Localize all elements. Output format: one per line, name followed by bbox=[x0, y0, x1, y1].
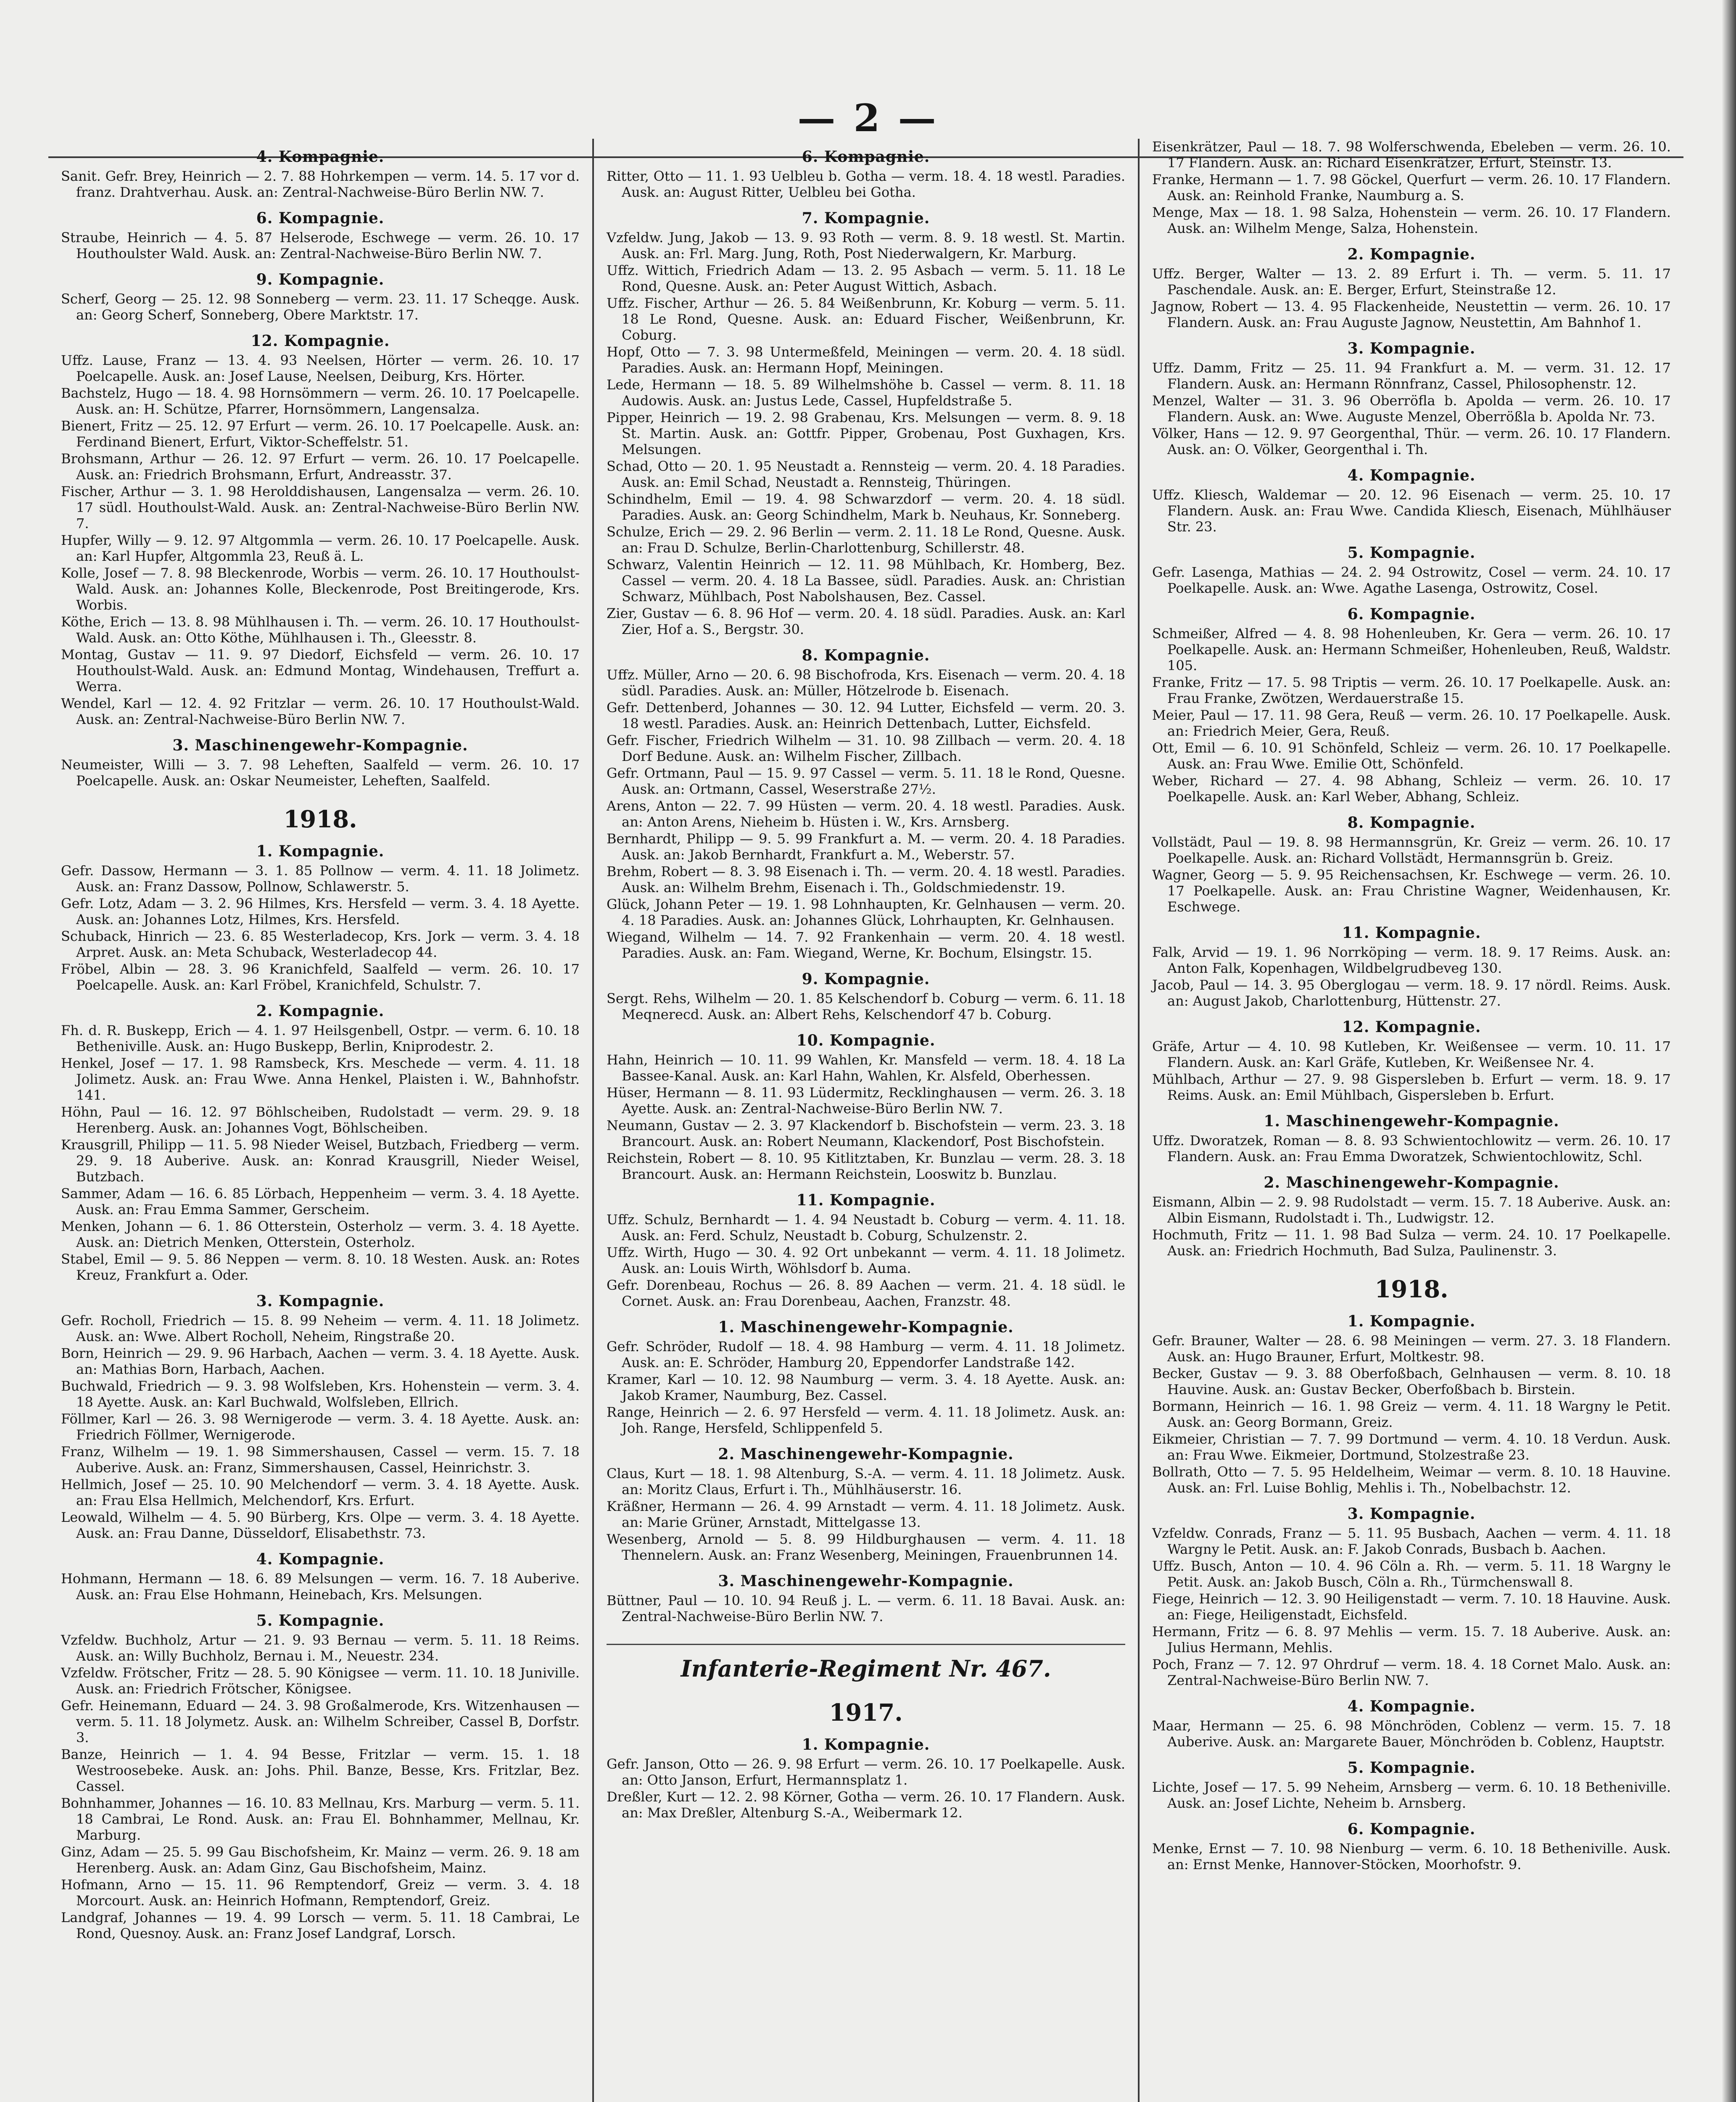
company-heading: 3. Kompagnie. bbox=[256, 1292, 385, 1310]
company-heading: 9. Kompagnie. bbox=[256, 271, 385, 288]
company-heading: 6. Kompagnie. bbox=[1347, 605, 1476, 623]
company-heading: 9. Kompagnie. bbox=[802, 970, 930, 988]
casualty-entry: Brehm, Robert — 8. 3. 98 Eisenach i. Th. — verm. 20. 4. 18 westl. Paradies. Ausk. an: Wilhelm Brehm, Eisenach i. Th., Goldschmiedenstr. 19. bbox=[607, 864, 1125, 895]
company-heading: 8. Kompagnie. bbox=[1347, 814, 1476, 832]
company-heading: 2. Kompagnie. bbox=[1347, 246, 1476, 263]
casualty-entry: Fiege, Heinrich — 12. 3. 90 Heiligenstadt — verm. 7. 10. 18 Hauvine. Ausk. an: Fiege, Heiligenstadt, Eichsfeld. bbox=[1152, 1591, 1671, 1623]
casualty-entry: Uffz. Schulz, Bernhardt — 1. 4. 94 Neustadt b. Coburg — verm. 4. 11. 18. Ausk. an: Ferd. Schulz, Neustadt b. Coburg, Schulzenstr. 2. bbox=[607, 1212, 1125, 1244]
casualty-entry: Wendel, Karl — 12. 4. 92 Fritzlar — verm. 26. 10. 17 Houthoulst-Wald. Ausk. an: Zentral-Nachweise-Büro Berlin NW. 7. bbox=[61, 695, 580, 727]
company-heading: 5. Kompagnie. bbox=[1347, 544, 1476, 562]
company-heading: 3. Maschinengewehr-Kompagnie. bbox=[718, 1572, 1014, 1590]
casualty-entry: Hermann, Fritz — 6. 8. 97 Mehlis — verm. 15. 7. 18 Auberive. Ausk. an: Julius Hermann, Mehlis. bbox=[1152, 1624, 1671, 1656]
company-heading: 4. Kompagnie. bbox=[1347, 467, 1476, 484]
company-heading: 6. Kompagnie. bbox=[802, 148, 930, 166]
casualty-entry: Landgraf, Johannes — 19. 4. 99 Lorsch — verm. 5. 11. 18 Cambrai, Le Rond, Quesnoy. Ausk. an: Franz Josef Landgraf, Lorsch. bbox=[61, 1909, 580, 1941]
casualty-entry: Gräfe, Artur — 4. 10. 98 Kutleben, Kr. Weißensee — verm. 10. 11. 17 Flandern. Ausk. an: Karl Gräfe, Kutleben, Kr. Weißensee Nr. 4. bbox=[1152, 1038, 1671, 1070]
company-heading: 4. Kompagnie. bbox=[256, 1550, 385, 1568]
casualty-entry: Büttner, Paul — 10. 10. 94 Reuß j. L. — verm. 6. 11. 18 Bavai. Ausk. an: Zentral-Nachweise-Büro Berlin NW. 7. bbox=[607, 1592, 1125, 1624]
casualty-entry: Born, Heinrich — 29. 9. 96 Harbach, Aachen — verm. 3. 4. 18 Ayette. Ausk. an: Mathias Born, Harbach, Aachen. bbox=[61, 1345, 580, 1377]
casualty-entry: Eismann, Albin — 2. 9. 98 Rudolstadt — verm. 15. 7. 18 Auberive. Ausk. an: Albin Eismann, Rudolstadt i. Th., Ludwigstr. 12. bbox=[1152, 1194, 1671, 1226]
scan-right-edge bbox=[1722, 0, 1736, 2102]
casualty-entry: Wesenberg, Arnold — 5. 8. 99 Hildburghausen — verm. 4. 11. 18 Thennelern. Ausk. an: Franz Wesenberg, Meiningen, Frauenbrunnen 14. bbox=[607, 1531, 1125, 1563]
casualty-entry: Gefr. Fischer, Friedrich Wilhelm — 31. 10. 98 Zillbach — verm. 20. 4. 18 Dorf Bedune. Ausk. an: Wilhelm Fischer, Zillbach. bbox=[607, 732, 1125, 764]
casualty-entry: Schad, Otto — 20. 1. 95 Neustadt a. Rennsteig — verm. 20. 4. 18 Paradies. Ausk. an: Emil Schad, Neustadt a. Rennsteig, Thüringen. bbox=[607, 458, 1125, 490]
casualty-entry: Jagnow, Robert — 13. 4. 95 Flackenheide, Neustettin — verm. 26. 10. 17 Flandern. Ausk. an: Frau Auguste Jagnow, Neustettin, Am Bahnhof 1. bbox=[1152, 298, 1671, 330]
casualty-entry: Bohnhammer, Johannes — 16. 10. 83 Mellnau, Krs. Marburg — verm. 5. 11. 18 Cambrai, Le Rond. Ausk. an: Frau El. Bohnhammer, Mellnau, Kr. Marburg. bbox=[61, 1795, 580, 1843]
casualty-entry: Sergt. Rehs, Wilhelm — 20. 1. 85 Kelschendorf b. Coburg — verm. 6. 11. 18 Meqnerecd. Ausk. an: Albert Rehs, Kelschendorf 47 b. Coburg. bbox=[607, 990, 1125, 1022]
casualty-entry: Ritter, Otto — 11. 1. 93 Uelbleu b. Gotha — verm. 18. 4. 18 westl. Paradies. Ausk. an: August Ritter, Uelbleu bei Gotha. bbox=[607, 168, 1125, 200]
casualty-entry: Hofmann, Arno — 15. 11. 96 Remptendorf, Greiz — verm. 3. 4. 18 Morcourt. Ausk. an: Heinrich Hofmann, Remptendorf, Greiz. bbox=[61, 1877, 580, 1909]
company-heading: 6. Kompagnie. bbox=[1347, 1820, 1476, 1838]
casualty-entry: Hochmuth, Fritz — 11. 1. 98 Bad Sulza — verm. 24. 10. 17 Poelkapelle. Ausk. an: Friedrich Hochmuth, Bad Sulza, Paulinenstr. 3. bbox=[1152, 1227, 1671, 1259]
casualty-entry: Hüser, Hermann — 8. 11. 93 Lüdermitz, Recklinghausen — verm. 26. 3. 18 Ayette. Ausk. an: Zentral-Nachweise-Büro Berlin NW. 7. bbox=[607, 1085, 1125, 1117]
casualty-entry: Arens, Anton — 22. 7. 99 Hüsten — verm. 20. 4. 18 westl. Paradies. Ausk. an: Anton Arens, Nieheim b. Hüsten i. W., Krs. Arnsberg. bbox=[607, 798, 1125, 830]
casualty-entry: Maar, Hermann — 25. 6. 98 Mönchröden, Coblenz — verm. 15. 7. 18 Auberive. Ausk. an: Margarete Bauer, Mönchröden b. Coblenz, Hauptstr. bbox=[1152, 1718, 1671, 1750]
regiment-heading: Infanterie-Regiment Nr. 467. bbox=[607, 1644, 1125, 1682]
casualty-entry: Menzel, Walter — 31. 3. 96 Oberröfla b. Apolda — verm. 26. 10. 17 Flandern. Ausk. an: Wwe. Auguste Menzel, Oberrößla b. Apolda Nr. 73. bbox=[1152, 393, 1671, 425]
casualty-entry: Uffz. Damm, Fritz — 25. 11. 94 Frankfurt a. M. — verm. 31. 12. 17 Flandern. Ausk. an: Hermann Rönnfranz, Cassel, Philosophenstr. 12. bbox=[1152, 360, 1671, 392]
casualty-entry: Meier, Paul — 17. 11. 98 Gera, Reuß — verm. 26. 10. 17 Poelkapelle. Ausk. an: Friedrich Meier, Gera, Reuß. bbox=[1152, 707, 1671, 739]
company-heading: 1. Kompagnie. bbox=[1347, 1312, 1476, 1330]
casualty-entry: Bernhardt, Philipp — 9. 5. 99 Frankfurt a. M. — verm. 20. 4. 18 Paradies. Ausk. an: Jakob Bernhardt, Frankfurt a. M., Weberstr. 57. bbox=[607, 831, 1125, 863]
casualty-entry: Gefr. Lasenga, Mathias — 24. 2. 94 Ostrowitz, Cosel — verm. 24. 10. 17 Poelkapelle. Ausk. an: Wwe. Agathe Lasenga, Ostrowitz, Cosel. bbox=[1152, 564, 1671, 596]
company-heading: 3. Kompagnie. bbox=[1347, 1505, 1476, 1523]
casualty-entry: Schwarz, Valentin Heinrich — 12. 11. 98 Mühlbach, Kr. Homberg, Bez. Cassel — verm. 20. 4. 18 La Bassee, südl. Paradies. Ausk. an: Christian Schwarz, Mühlbach, Post Nabolshausen, Bez. Cassel. bbox=[607, 557, 1125, 605]
casualty-entry: Brohsmann, Arthur — 26. 12. 97 Erfurt — verm. 26. 10. 17 Poelcapelle. Ausk. an: Friedrich Brohsmann, Erfurt, Andreasstr. 37. bbox=[61, 451, 580, 483]
casualty-entry: Straube, Heinrich — 4. 5. 87 Helserode, Eschwege — verm. 26. 10. 17 Houthoulster Wald. Ausk. an: Zentral-Nachweise-Büro Berlin NW. 7. bbox=[61, 230, 580, 261]
casualty-entry: Scherf, Georg — 25. 12. 98 Sonneberg — verm. 23. 11. 17 Scheqge. Ausk. an: Georg Scherf, Sonneberg, Obere Marktstr. 17. bbox=[61, 291, 580, 323]
company-heading: 1. Maschinengewehr-Kompagnie. bbox=[1264, 1112, 1559, 1130]
year-heading: 1917. bbox=[829, 1699, 903, 1727]
casualty-entry: Schmeißer, Alfred — 4. 8. 98 Hohenleuben, Kr. Gera — verm. 26. 10. 17 Poelkapelle. Ausk. an: Hermann Schmeißer, Hohenleuben, Reuß, Waldstr. 105. bbox=[1152, 626, 1671, 673]
casualty-entry: Gefr. Ortmann, Paul — 15. 9. 97 Cassel — verm. 5. 11. 18 le Rond, Quesne. Ausk. an: Ortmann, Cassel, Weserstraße 27½. bbox=[607, 765, 1125, 797]
company-heading: 2. Maschinengewehr-Kompagnie. bbox=[718, 1445, 1014, 1463]
casualty-entry: Hohmann, Hermann — 18. 6. 89 Melsungen — verm. 16. 7. 18 Auberive. Ausk. an: Frau Else Hohmann, Heinebach, Krs. Melsungen. bbox=[61, 1571, 580, 1603]
casualty-entry: Kramer, Karl — 10. 12. 98 Naumburg — verm. 3. 4. 18 Ayette. Ausk. an: Jakob Kramer, Naumburg, Bez. Cassel. bbox=[607, 1371, 1125, 1403]
casualty-entry: Menke, Ernst — 7. 10. 98 Nienburg — verm. 6. 10. 18 Betheniville. Ausk. an: Ernst Menke, Hannover-Stöcken, Moorhofstr. 9. bbox=[1152, 1841, 1671, 1872]
company-heading: 11. Kompagnie. bbox=[1342, 924, 1481, 942]
casualty-entry: Hellmich, Josef — 25. 10. 90 Melchendorf — verm. 3. 4. 18 Ayette. Ausk. an: Frau Elsa Hellmich, Melchendorf, Krs. Erfurt. bbox=[61, 1476, 580, 1508]
casualty-entry: Becker, Gustav — 9. 3. 88 Oberfoßbach, Gelnhausen — verm. 8. 10. 18 Hauvine. Ausk. an: Gustav Becker, Oberfoßbach b. Birstein. bbox=[1152, 1365, 1671, 1397]
casualty-entry: Stabel, Emil — 9. 5. 86 Neppen — verm. 8. 10. 18 Westen. Ausk. an: Rotes Kreuz, Frankfurt a. Oder. bbox=[61, 1251, 580, 1283]
casualty-entry: Mühlbach, Arthur — 27. 9. 98 Gispersleben b. Erfurt — verm. 18. 9. 17 Reims. Ausk. an: Emil Mühlbach, Gispersleben b. Erfurt. bbox=[1152, 1071, 1671, 1103]
casualty-entry: Vzfeldw. Buchholz, Artur — 21. 9. 93 Bernau — verm. 5. 11. 18 Reims. Ausk. an: Willy Buchholz, Bernau i. M., Neuestr. 234. bbox=[61, 1632, 580, 1664]
casualty-entry: Hopf, Otto — 7. 3. 98 Untermeßfeld, Meiningen — verm. 20. 4. 18 südl. Paradies. Ausk. an: Hermann Hopf, Meiningen. bbox=[607, 344, 1125, 376]
casualty-entry: Ott, Emil — 6. 10. 91 Schönfeld, Schleiz — verm. 26. 10. 17 Poelkapelle. Ausk. an: Frau Wwe. Emilie Ott, Schönfeld. bbox=[1152, 740, 1671, 772]
casualty-entry: Franke, Hermann — 1. 7. 98 Göckel, Querfurt — verm. 26. 10. 17 Flandern. Ausk. an: Reinhold Franke, Naumburg a. S. bbox=[1152, 172, 1671, 203]
casualty-entry: Claus, Kurt — 18. 1. 98 Altenburg, S.-A. — verm. 4. 11. 18 Jolimetz. Ausk. an: Moritz Claus, Erfurt i. Th., Mühlhäuserstr. 16. bbox=[607, 1466, 1125, 1497]
casualty-entry: Leowald, Wilhelm — 4. 5. 90 Bürberg, Krs. Olpe — verm. 3. 4. 18 Ayette. Ausk. an: Frau Danne, Düsseldorf, Elisabethstr. 73. bbox=[61, 1509, 580, 1541]
casualty-entry: Banze, Heinrich — 1. 4. 94 Besse, Fritzlar — verm. 15. 1. 18 Westroosebeke. Ausk. an: Johs. Phil. Banze, Besse, Krs. Fritzlar, Bez. Cassel. bbox=[61, 1746, 580, 1794]
casualty-entry: Uffz. Kliesch, Waldemar — 20. 12. 96 Eisenach — verm. 25. 10. 17 Flandern. Ausk. an: Frau Wwe. Candida Kliesch, Eisenach, Mühlhäuser Str. 23. bbox=[1152, 487, 1671, 535]
company-heading: 4. Kompagnie. bbox=[1347, 1698, 1476, 1715]
casualty-entry: Pipper, Heinrich — 19. 2. 98 Grabenau, Krs. Melsungen — verm. 8. 9. 18 St. Martin. Ausk. an: Gottfr. Pipper, Grobenau, Post Guxhagen, Krs. Melsungen. bbox=[607, 409, 1125, 457]
casualty-entry: Hupfer, Willy — 9. 12. 97 Altgommla — verm. 26. 10. 17 Poelcapelle. Ausk. an: Karl Hupfer, Altgommla 23, Reuß ä. L. bbox=[61, 532, 580, 564]
company-heading: 5. Kompagnie. bbox=[1347, 1759, 1476, 1777]
casualty-entry: Gefr. Dassow, Hermann — 3. 1. 85 Pollnow — verm. 4. 11. 18 Jolimetz. Ausk. an: Franz Dassow, Pollnow, Schlawerstr. 5. bbox=[61, 863, 580, 895]
company-heading: 12. Kompagnie. bbox=[1342, 1018, 1481, 1036]
casualty-entry: Höhn, Paul — 16. 12. 97 Böhlscheiben, Rudolstadt — verm. 29. 9. 18 Herenberg. Ausk. an: Johannes Vogt, Böhlscheiben. bbox=[61, 1104, 580, 1136]
casualty-entry: Henkel, Josef — 17. 1. 98 Ramsbeck, Krs. Meschede — verm. 4. 11. 18 Jolimetz. Ausk. an: Frau Wwe. Anna Henkel, Plaisten i. W., Bahnhofstr. 141. bbox=[61, 1055, 580, 1103]
company-heading: 4. Kompagnie. bbox=[256, 148, 385, 166]
company-heading: 6. Kompagnie. bbox=[256, 209, 385, 227]
casualty-entry: Weber, Richard — 27. 4. 98 Abhang, Schleiz — verm. 26. 10. 17 Poelkapelle. Ausk. an: Karl Weber, Abhang, Schleiz. bbox=[1152, 773, 1671, 805]
casualty-entry: Montag, Gustav — 11. 9. 97 Diedorf, Eichsfeld — verm. 26. 10. 17 Houthoulst-Wald. Ausk. an: Edmund Montag, Windehausen, Treffurt a. Werra. bbox=[61, 647, 580, 695]
page-header bbox=[0, 0, 1736, 145]
casualty-entry: Bormann, Heinrich — 16. 1. 98 Greiz — verm. 4. 11. 18 Wargny le Petit. Ausk. an: Georg Bormann, Greiz. bbox=[1152, 1398, 1671, 1430]
company-heading: 2. Maschinengewehr-Kompagnie. bbox=[1264, 1174, 1559, 1191]
casualty-entry: Uffz. Busch, Anton — 10. 4. 96 Cöln a. Rh. — verm. 5. 11. 18 Wargny le Petit. Ausk. an: Jakob Busch, Cöln a. Rh., Türmchenswall 8. bbox=[1152, 1558, 1671, 1590]
casualty-entry: Wiegand, Wilhelm — 14. 7. 92 Frankenhain — verm. 20. 4. 18 westl. Paradies. Ausk. an: Fam. Wiegand, Werne, Kr. Bochum, Elsingstr. 15. bbox=[607, 929, 1125, 961]
casualty-entry: Uffz. Berger, Walter — 13. 2. 89 Erfurt i. Th. — verm. 5. 11. 17 Paschendale. Ausk. an: E. Berger, Erfurt, Steinstraße 12. bbox=[1152, 266, 1671, 298]
casualty-entry: Uffz. Fischer, Arthur — 26. 5. 84 Weißenbrunn, Kr. Koburg — verm. 5. 11. 18 Le Rond, Quesne. Ausk. an: Eduard Fischer, Weißenbrunn, Kr. Coburg. bbox=[607, 295, 1125, 343]
casualty-entry: Völker, Hans — 12. 9. 97 Georgenthal, Thür. — verm. 26. 10. 17 Flandern. Ausk. an: O. Völker, Georgenthal i. Th. bbox=[1152, 425, 1671, 457]
casualty-entry: Sammer, Adam — 16. 6. 85 Lörbach, Heppenheim — verm. 3. 4. 18 Ayette. Ausk. an: Frau Emma Sammer, Gerscheim. bbox=[61, 1186, 580, 1217]
casualty-entry: Bienert, Fritz — 25. 12. 97 Erfurt — verm. 26. 10. 17 Poelcapelle. Ausk. an: Ferdinand Bienert, Erfurt, Viktor-Scheffelstr. 51. bbox=[61, 418, 580, 450]
casualty-entry: Gefr. Schröder, Rudolf — 18. 4. 98 Hamburg — verm. 4. 11. 18 Jolimetz. Ausk. an: E. Schröder, Hamburg 20, Eppendorfer Landstraße 142. bbox=[607, 1339, 1125, 1371]
company-heading: 1. Kompagnie. bbox=[802, 1736, 930, 1753]
casualty-entry: Fröbel, Albin — 28. 3. 96 Kranichfeld, Saalfeld — verm. 26. 10. 17 Poelcapelle. Ausk. an: Karl Fröbel, Kranichfeld, Schulstr. 7. bbox=[61, 961, 580, 993]
company-heading: 3. Kompagnie. bbox=[1347, 340, 1476, 357]
casualty-entry: Vzfeldw. Frötscher, Fritz — 28. 5. 90 Königsee — verm. 11. 10. 18 Juniville. Ausk. an: Friedrich Frötscher, Königsee. bbox=[61, 1665, 580, 1697]
casualty-entry: Uffz. Wirth, Hugo — 30. 4. 92 Ort unbekannt — verm. 4. 11. 18 Jolimetz. Ausk. an: Louis Wirth, Wöhlsdorf b. Auma. bbox=[607, 1244, 1125, 1276]
casualty-entry: Vzfeldw. Conrads, Franz — 5. 11. 95 Busbach, Aachen — verm. 4. 11. 18 Wargny le Petit. Ausk. an: F. Jakob Conrads, Busbach b. Aachen. bbox=[1152, 1525, 1671, 1557]
casualty-entry: Menge, Max — 18. 1. 98 Salza, Hohenstein — verm. 26. 10. 17 Flandern. Ausk. an: Wilhelm Menge, Salza, Hohenstein. bbox=[1152, 204, 1671, 236]
casualty-entry: Buchwald, Friedrich — 9. 3. 98 Wolfsleben, Krs. Hohenstein — verm. 3. 4. 18 Ayette. Ausk. an: Karl Buchwald, Wolfsleben, Ellrich. bbox=[61, 1378, 580, 1410]
casualty-entry: Uffz. Wittich, Friedrich Adam — 13. 2. 95 Asbach — verm. 5. 11. 18 Le Rond, Quesne. Ausk. an: Peter August Wittich, Asbach. bbox=[607, 262, 1125, 294]
casualty-entry: Range, Heinrich — 2. 6. 97 Hersfeld — verm. 4. 11. 18 Jolimetz. Ausk. an: Joh. Range, Hersfeld, Schlippenfeld 5. bbox=[607, 1404, 1125, 1436]
casualty-entry: Vollstädt, Paul — 19. 8. 98 Hermannsgrün, Kr. Greiz — verm. 26. 10. 17 Poelkapelle. Ausk. an: Richard Vollstädt, Hermannsgrün b. Greiz. bbox=[1152, 834, 1671, 866]
casualty-entry: Bollrath, Otto — 7. 5. 95 Heldelheim, Weimar — verm. 8. 10. 18 Hauvine. Ausk. an: Frl. Luise Bohlig, Mehlis i. Th., Nobelbachstr. 12. bbox=[1152, 1464, 1671, 1496]
casualty-entry: Fischer, Arthur — 3. 1. 98 Herolddishausen, Langensalza — verm. 26. 10. 17 südl. Houthoulst-Wald. Ausk. an: Zentral-Nachweise-Büro Berlin NW. 7. bbox=[61, 483, 580, 531]
casualty-entry: Föllmer, Karl — 26. 3. 98 Wernigerode — verm. 3. 4. 18 Ayette. Ausk. an: Friedrich Föllmer, Wernigerode. bbox=[61, 1411, 580, 1443]
casualty-entry: Gefr. Heinemann, Eduard — 24. 3. 98 Großalmerode, Krs. Witzenhausen — verm. 5. 11. 18 Jolymetz. Ausk. an: Wilhelm Schreiber, Cassel B, Dorfstr. 3. bbox=[61, 1698, 580, 1746]
company-heading: 3. Maschinengewehr-Kompagnie. bbox=[172, 737, 468, 754]
casualty-entry: Gefr. Brauner, Walter — 28. 6. 98 Meiningen — verm. 27. 3. 18 Flandern. Ausk. an: Hugo Brauner, Erfurt, Moltkestr. 98. bbox=[1152, 1333, 1671, 1365]
casualty-entry: Hahn, Heinrich — 10. 11. 99 Wahlen, Kr. Mansfeld — verm. 18. 4. 18 La Bassee-Kanal. Ausk. an: Karl Hahn, Wahlen, Kr. Alsfeld, Oberhessen. bbox=[607, 1052, 1125, 1084]
company-heading: 1. Maschinengewehr-Kompagnie. bbox=[718, 1318, 1014, 1336]
casualty-entry: Wagner, Georg — 5. 9. 95 Reichensachsen, Kr. Eschwege — verm. 26. 10. 17 Poelkapelle. Ausk. an: Frau Christine Wagner, Weidenhausen, Kr. Eschwege. bbox=[1152, 867, 1671, 915]
casualty-entry: Gefr. Dorenbeau, Rochus — 26. 8. 89 Aachen — verm. 21. 4. 18 südl. le Cornet. Ausk. an: Frau Dorenbeau, Aachen, Franzstr. 48. bbox=[607, 1277, 1125, 1309]
company-heading: 7. Kompagnie. bbox=[802, 209, 930, 227]
company-heading: 10. Kompagnie. bbox=[796, 1032, 936, 1049]
company-heading: 1. Kompagnie. bbox=[256, 842, 385, 860]
casualty-entry: Falk, Arvid — 19. 1. 96 Norrköping — verm. 18. 9. 17 Reims. Ausk. an: Anton Falk, Kopenhagen, Wildbelgrudbeveg 130. bbox=[1152, 944, 1671, 976]
casualty-entry: Dreßler, Kurt — 12. 2. 98 Körner, Gotha — verm. 26. 10. 17 Flandern. Ausk. an: Max Dreßler, Altenburg S.-A., Weibermark 12. bbox=[607, 1789, 1125, 1821]
company-heading: 11. Kompagnie. bbox=[796, 1191, 936, 1209]
casualty-entry: Glück, Johann Peter — 19. 1. 98 Lohnhaupten, Kr. Gelnhausen — verm. 20. 4. 18 Paradies. Ausk. an: Johannes Glück, Lohrhaupten, Kr. Gelnhausen. bbox=[607, 896, 1125, 928]
casualty-entry: Bachstelz, Hugo — 18. 4. 98 Hornsömmern — verm. 26. 10. 17 Poelcapelle. Ausk. an: H. Schütze, Pfarrer, Hornsömmern, Langensalza. bbox=[61, 385, 580, 417]
page-number: — 2 — bbox=[797, 96, 939, 140]
company-heading: 5. Kompagnie. bbox=[256, 1612, 385, 1629]
casualty-entry: Lede, Hermann — 18. 5. 89 Wilhelmshöhe b. Cassel — verm. 8. 11. 18 Audowis. Ausk. an: Justus Lede, Cassel, Hupfeldstraße 5. bbox=[607, 377, 1125, 409]
casualty-entry: Sanit. Gefr. Brey, Heinrich — 2. 7. 88 Hohrkempen — verm. 14. 5. 17 vor d. franz. Drahtverhau. Ausk. an: Zentral-Nachweise-Büro Berlin NW. 7. bbox=[61, 168, 580, 200]
casualty-entry: Gefr. Lotz, Adam — 3. 2. 96 Hilmes, Krs. Hersfeld — verm. 3. 4. 18 Ayette. Ausk. an: Johannes Lotz, Hilmes, Krs. Hersfeld. bbox=[61, 895, 580, 927]
casualty-entry: Lichte, Josef — 17. 5. 99 Neheim, Arnsberg — verm. 6. 10. 18 Betheniville. Ausk. an: Josef Lichte, Neheim b. Arnsberg. bbox=[1152, 1779, 1671, 1811]
casualty-entry: Poch, Franz — 7. 12. 97 Ohrdruf — verm. 18. 4. 18 Cornet Malo. Ausk. an: Zentral-Nachweise-Büro Berlin NW. 7. bbox=[1152, 1656, 1671, 1688]
casualty-entry: Gefr. Dettenberd, Johannes — 30. 12. 94 Lutter, Eichsfeld — verm. 20. 3. 18 westl. Paradies. Ausk. an: Heinrich Dettenbach, Lutter, Eichsfeld. bbox=[607, 700, 1125, 731]
casualty-entry: Schulze, Erich — 29. 2. 96 Berlin — verm. 2. 11. 18 Le Rond, Quesne. Ausk. an: Frau D. Schulze, Berlin-Charlottenburg, Schillerstr. 48. bbox=[607, 524, 1125, 556]
casualty-entry: Neumeister, Willi — 3. 7. 98 Leheften, Saalfeld — verm. 26. 10. 17 Poelcapelle. Ausk. an: Oskar Neumeister, Leheften, Saalfeld. bbox=[61, 757, 580, 789]
columns-container bbox=[48, 139, 1683, 2102]
casualty-entry: Zier, Gustav — 6. 8. 96 Hof — verm. 20. 4. 18 südl. Paradies. Ausk. an: Karl Zier, Hof a. S., Bergstr. 30. bbox=[607, 605, 1125, 637]
column-right bbox=[1138, 139, 1683, 2102]
casualty-entry: Köthe, Erich — 13. 8. 98 Mühlhausen i. Th. — verm. 26. 10. 17 Houthoulst-Wald. Ausk. an: Otto Köthe, Mühlhausen i. Th., Gleesstr. 8. bbox=[61, 614, 580, 646]
casualty-entry: Jacob, Paul — 14. 3. 95 Oberglogau — verm. 18. 9. 17 nördl. Reims. Ausk. an: August Jakob, Charlottenburg, Hüttenstr. 27. bbox=[1152, 977, 1671, 1009]
casualty-entry: Gefr. Janson, Otto — 26. 9. 98 Erfurt — verm. 26. 10. 17 Poelkapelle. Ausk. an: Otto Janson, Erfurt, Hermannsplatz 1. bbox=[607, 1756, 1125, 1788]
year-heading: 1918. bbox=[1375, 1275, 1448, 1303]
casualty-entry: Uffz. Müller, Arno — 20. 6. 98 Bischofroda, Krs. Eisenach — verm. 20. 4. 18 südl. Paradies. Ausk. an: Müller, Hötzelrode b. Eisenach. bbox=[607, 667, 1125, 699]
column-middle bbox=[592, 139, 1138, 2102]
company-heading: 2. Kompagnie. bbox=[256, 1002, 385, 1020]
casualty-entry: Menken, Johann — 6. 1. 86 Otterstein, Osterholz — verm. 3. 4. 18 Ayette. Ausk. an: Dietrich Menken, Otterstein, Osterholz. bbox=[61, 1218, 580, 1250]
casualty-entry: Reichstein, Robert — 8. 10. 95 Kitlitztaben, Kr. Bunzlau — verm. 28. 3. 18 Brancourt. Ausk. an: Hermann Reichstein, Looswitz b. Bunzlau. bbox=[607, 1150, 1125, 1182]
casualty-entry: Neumann, Gustav — 2. 3. 97 Klackendorf b. Bischofstein — verm. 23. 3. 18 Brancourt. Ausk. an: Robert Neumann, Klackendorf, Post Bischofstein. bbox=[607, 1117, 1125, 1149]
casualty-entry: Eikmeier, Christian — 7. 7. 99 Dortmund — verm. 4. 10. 18 Verdun. Ausk. an: Frau Wwe. Eikmeier, Dortmund, Stolzestraße 23. bbox=[1152, 1431, 1671, 1463]
casualty-entry: Kolle, Josef — 7. 8. 98 Bleckenrode, Worbis — verm. 26. 10. 17 Houthoulst-Wald. Ausk. an: Johannes Kolle, Bleckenrode, Post Breitingerode, Krs. Worbis. bbox=[61, 565, 580, 613]
casualty-entry: Schindhelm, Emil — 19. 4. 98 Schwarzdorf — verm. 20. 4. 18 südl. Paradies. Ausk. an: Georg Schindhelm, Mark b. Neuhaus, Kr. Sonneberg. bbox=[607, 491, 1125, 523]
casualty-entry: Fh. d. R. Buskepp, Erich — 4. 1. 97 Heilsgenbell, Ostpr. — verm. 6. 10. 18 Betheniville. Ausk. an: Hugo Buskepp, Berlin, Kniprodestr. 2. bbox=[61, 1022, 580, 1054]
casualty-entry: Schuback, Hinrich — 23. 6. 85 Westerladecop, Krs. Jork — verm. 3. 4. 18 Arpret. Ausk. an: Meta Schuback, Westerladecop 44. bbox=[61, 928, 580, 960]
casualty-entry: Eisenkrätzer, Paul — 18. 7. 98 Wolferschwenda, Ebeleben — verm. 26. 10. 17 Flandern. Ausk. an: Richard Eisenkrätzer, Erfurt, Steinstr. 13. bbox=[1152, 139, 1671, 171]
casualty-entry: Uffz. Lause, Franz — 13. 4. 93 Neelsen, Hörter — verm. 26. 10. 17 Poelcapelle. Ausk. an: Josef Lause, Neelsen, Deiburg, Krs. Hörter. bbox=[61, 352, 580, 384]
company-heading: 8. Kompagnie. bbox=[802, 647, 930, 664]
column-left bbox=[48, 139, 592, 2102]
casualty-entry: Uffz. Dworatzek, Roman — 8. 8. 93 Schwientochlowitz — verm. 26. 10. 17 Flandern. Ausk. an: Frau Emma Dworatzek, Schwientochlowitz, Schl. bbox=[1152, 1133, 1671, 1165]
casualty-entry: Vzfeldw. Jung, Jakob — 13. 9. 93 Roth — verm. 8. 9. 18 westl. St. Martin. Ausk. an: Frl. Marg. Jung, Roth, Post Niederwalgern, Kr. Marburg. bbox=[607, 230, 1125, 261]
casualty-entry: Gefr. Rocholl, Friedrich — 15. 8. 99 Neheim — verm. 4. 11. 18 Jolimetz. Ausk. an: Wwe. Albert Rocholl, Neheim, Ringstraße 20. bbox=[61, 1312, 580, 1344]
casualty-entry: Kräßner, Hermann — 26. 4. 99 Arnstadt — verm. 4. 11. 18 Jolimetz. Ausk. an: Marie Grüner, Arnstadt, Mittelgasse 13. bbox=[607, 1498, 1125, 1530]
casualty-entry: Ginz, Adam — 25. 5. 99 Gau Bischofsheim, Kr. Mainz — verm. 26. 9. 18 am Herenberg. Ausk. an: Adam Ginz, Gau Bischofsheim, Mainz. bbox=[61, 1844, 580, 1876]
casualty-entry: Krausgrill, Philipp — 11. 5. 98 Nieder Weisel, Butzbach, Friedberg — verm. 29. 9. 18 Auberive. Ausk. an: Konrad Krausgrill, Nieder Weisel, Butzbach. bbox=[61, 1137, 580, 1185]
casualty-entry: Franz, Wilhelm — 19. 1. 98 Simmershausen, Cassel — verm. 15. 7. 18 Auberive. Ausk. an: Franz, Simmershausen, Cassel, Heinrichstr. 3. bbox=[61, 1444, 580, 1476]
year-heading: 1918. bbox=[283, 805, 357, 833]
casualty-entry: Franke, Fritz — 17. 5. 98 Triptis — verm. 26. 10. 17 Poelkapelle. Ausk. an: Frau Franke, Zwötzen, Werdauerstraße 15. bbox=[1152, 674, 1671, 706]
company-heading: 12. Kompagnie. bbox=[251, 332, 390, 350]
